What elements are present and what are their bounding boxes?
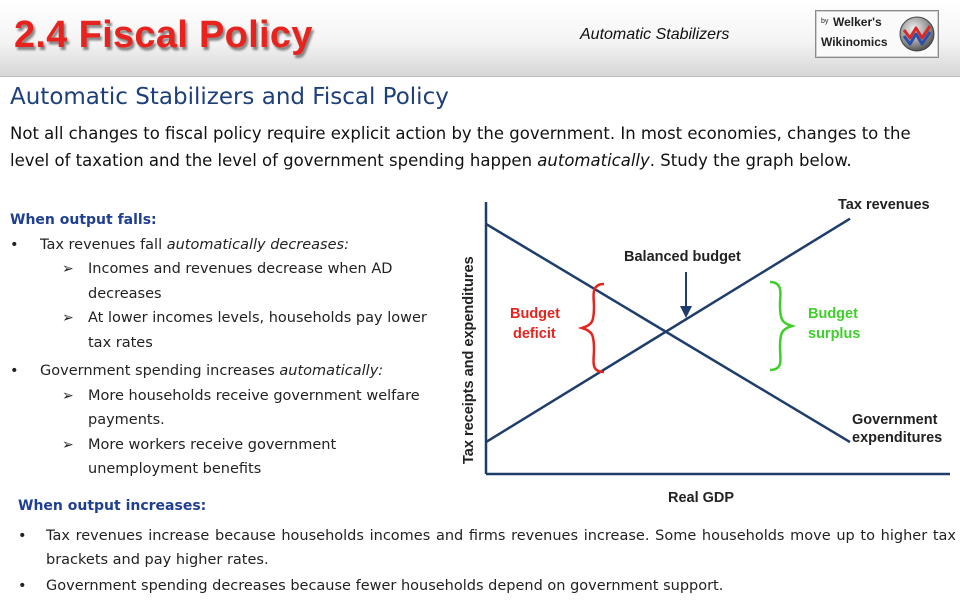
list-item	[18, 574, 956, 598]
slide-title: 2.4 Fiscal Policy	[14, 14, 313, 56]
deficit-label-1: Budget	[510, 306, 560, 322]
output-falls-section	[10, 208, 450, 482]
increase-bullet-text: Tax revenues increase because households incomes and firms revenues increase. Some households move up to higher tax brackets and pay higher rates.	[46, 528, 956, 568]
list-item	[10, 359, 450, 384]
bullet-icon: •	[10, 363, 19, 379]
sub-bullet-text: Incomes and revenues decrease when AD decreases	[88, 261, 393, 302]
output-falls-heading: When output falls:	[10, 212, 157, 228]
section-heading: Automatic Stabilizers and Fiscal Policy	[10, 84, 449, 110]
logo-by-text: by	[821, 18, 829, 25]
list-item	[10, 233, 450, 258]
bullet-text: Tax revenues fall	[40, 236, 167, 253]
deficit-label-2: deficit	[513, 326, 556, 342]
bullet-icon: •	[10, 236, 19, 253]
surplus-label-1: Budget	[808, 306, 858, 322]
logo-wikinomics-text: Wikinomics	[821, 35, 888, 49]
list-item	[10, 257, 450, 306]
budget-chart	[450, 188, 956, 510]
increase-bullet-text: Government spending decreases because fewer households depend on government support.	[46, 578, 724, 594]
tax-revenues-label: Tax revenues	[838, 197, 930, 213]
sub-bullet-text: More households receive government welfare payments.	[88, 387, 420, 428]
slide-header	[0, 0, 960, 77]
gov-exp-label-1: Government	[852, 412, 938, 428]
list-item	[10, 433, 450, 482]
bullet-emphasis: automatically:	[279, 363, 384, 379]
output-increases-heading: When output increases:	[18, 498, 207, 514]
sub-bullet-text: More workers receive government unemployment benefits	[88, 436, 337, 477]
sub-bullet-text: At lower incomes levels, households pay lower tax rates	[88, 310, 427, 351]
arrow-bullet-icon: ➢	[62, 387, 74, 404]
arrow-bullet-icon: ➢	[62, 436, 74, 453]
list-item	[18, 524, 956, 572]
surplus-label-2: surplus	[808, 326, 861, 342]
y-axis-label: Tax receipts and expenditures	[461, 256, 477, 464]
arrow-bullet-icon: ➢	[62, 261, 74, 277]
surplus-brace	[770, 282, 792, 370]
bullet-icon: •	[18, 578, 27, 594]
logo-globe-icon	[898, 14, 936, 54]
x-axis-label: Real GDP	[668, 490, 735, 506]
output-increases-section	[18, 494, 956, 598]
logo-welkers-text: Welker's	[833, 15, 882, 29]
balanced-budget-label: Balanced budget	[624, 249, 741, 265]
bullet-text: Government spending increases	[40, 363, 280, 379]
intro-text-c: . Study the graph below.	[649, 151, 852, 170]
deficit-brace	[582, 284, 604, 372]
intro-text-emphasis: automatically	[537, 151, 650, 170]
list-item	[10, 384, 450, 433]
list-item	[10, 306, 450, 355]
bullet-icon: •	[18, 528, 27, 544]
intro-text-a: Not all changes to fiscal policy require explicit action by the government. In most economies, changes to the level of taxation and the level of government spending happen	[10, 124, 911, 170]
wikinomics-logo	[815, 10, 939, 58]
bullet-emphasis: automatically decreases:	[166, 236, 349, 253]
topic-tag: Automatic Stabilizers	[580, 26, 730, 43]
gov-exp-label-2: expenditures	[852, 430, 943, 446]
arrow-bullet-icon: ➢	[62, 310, 74, 326]
intro-paragraph	[10, 120, 954, 174]
